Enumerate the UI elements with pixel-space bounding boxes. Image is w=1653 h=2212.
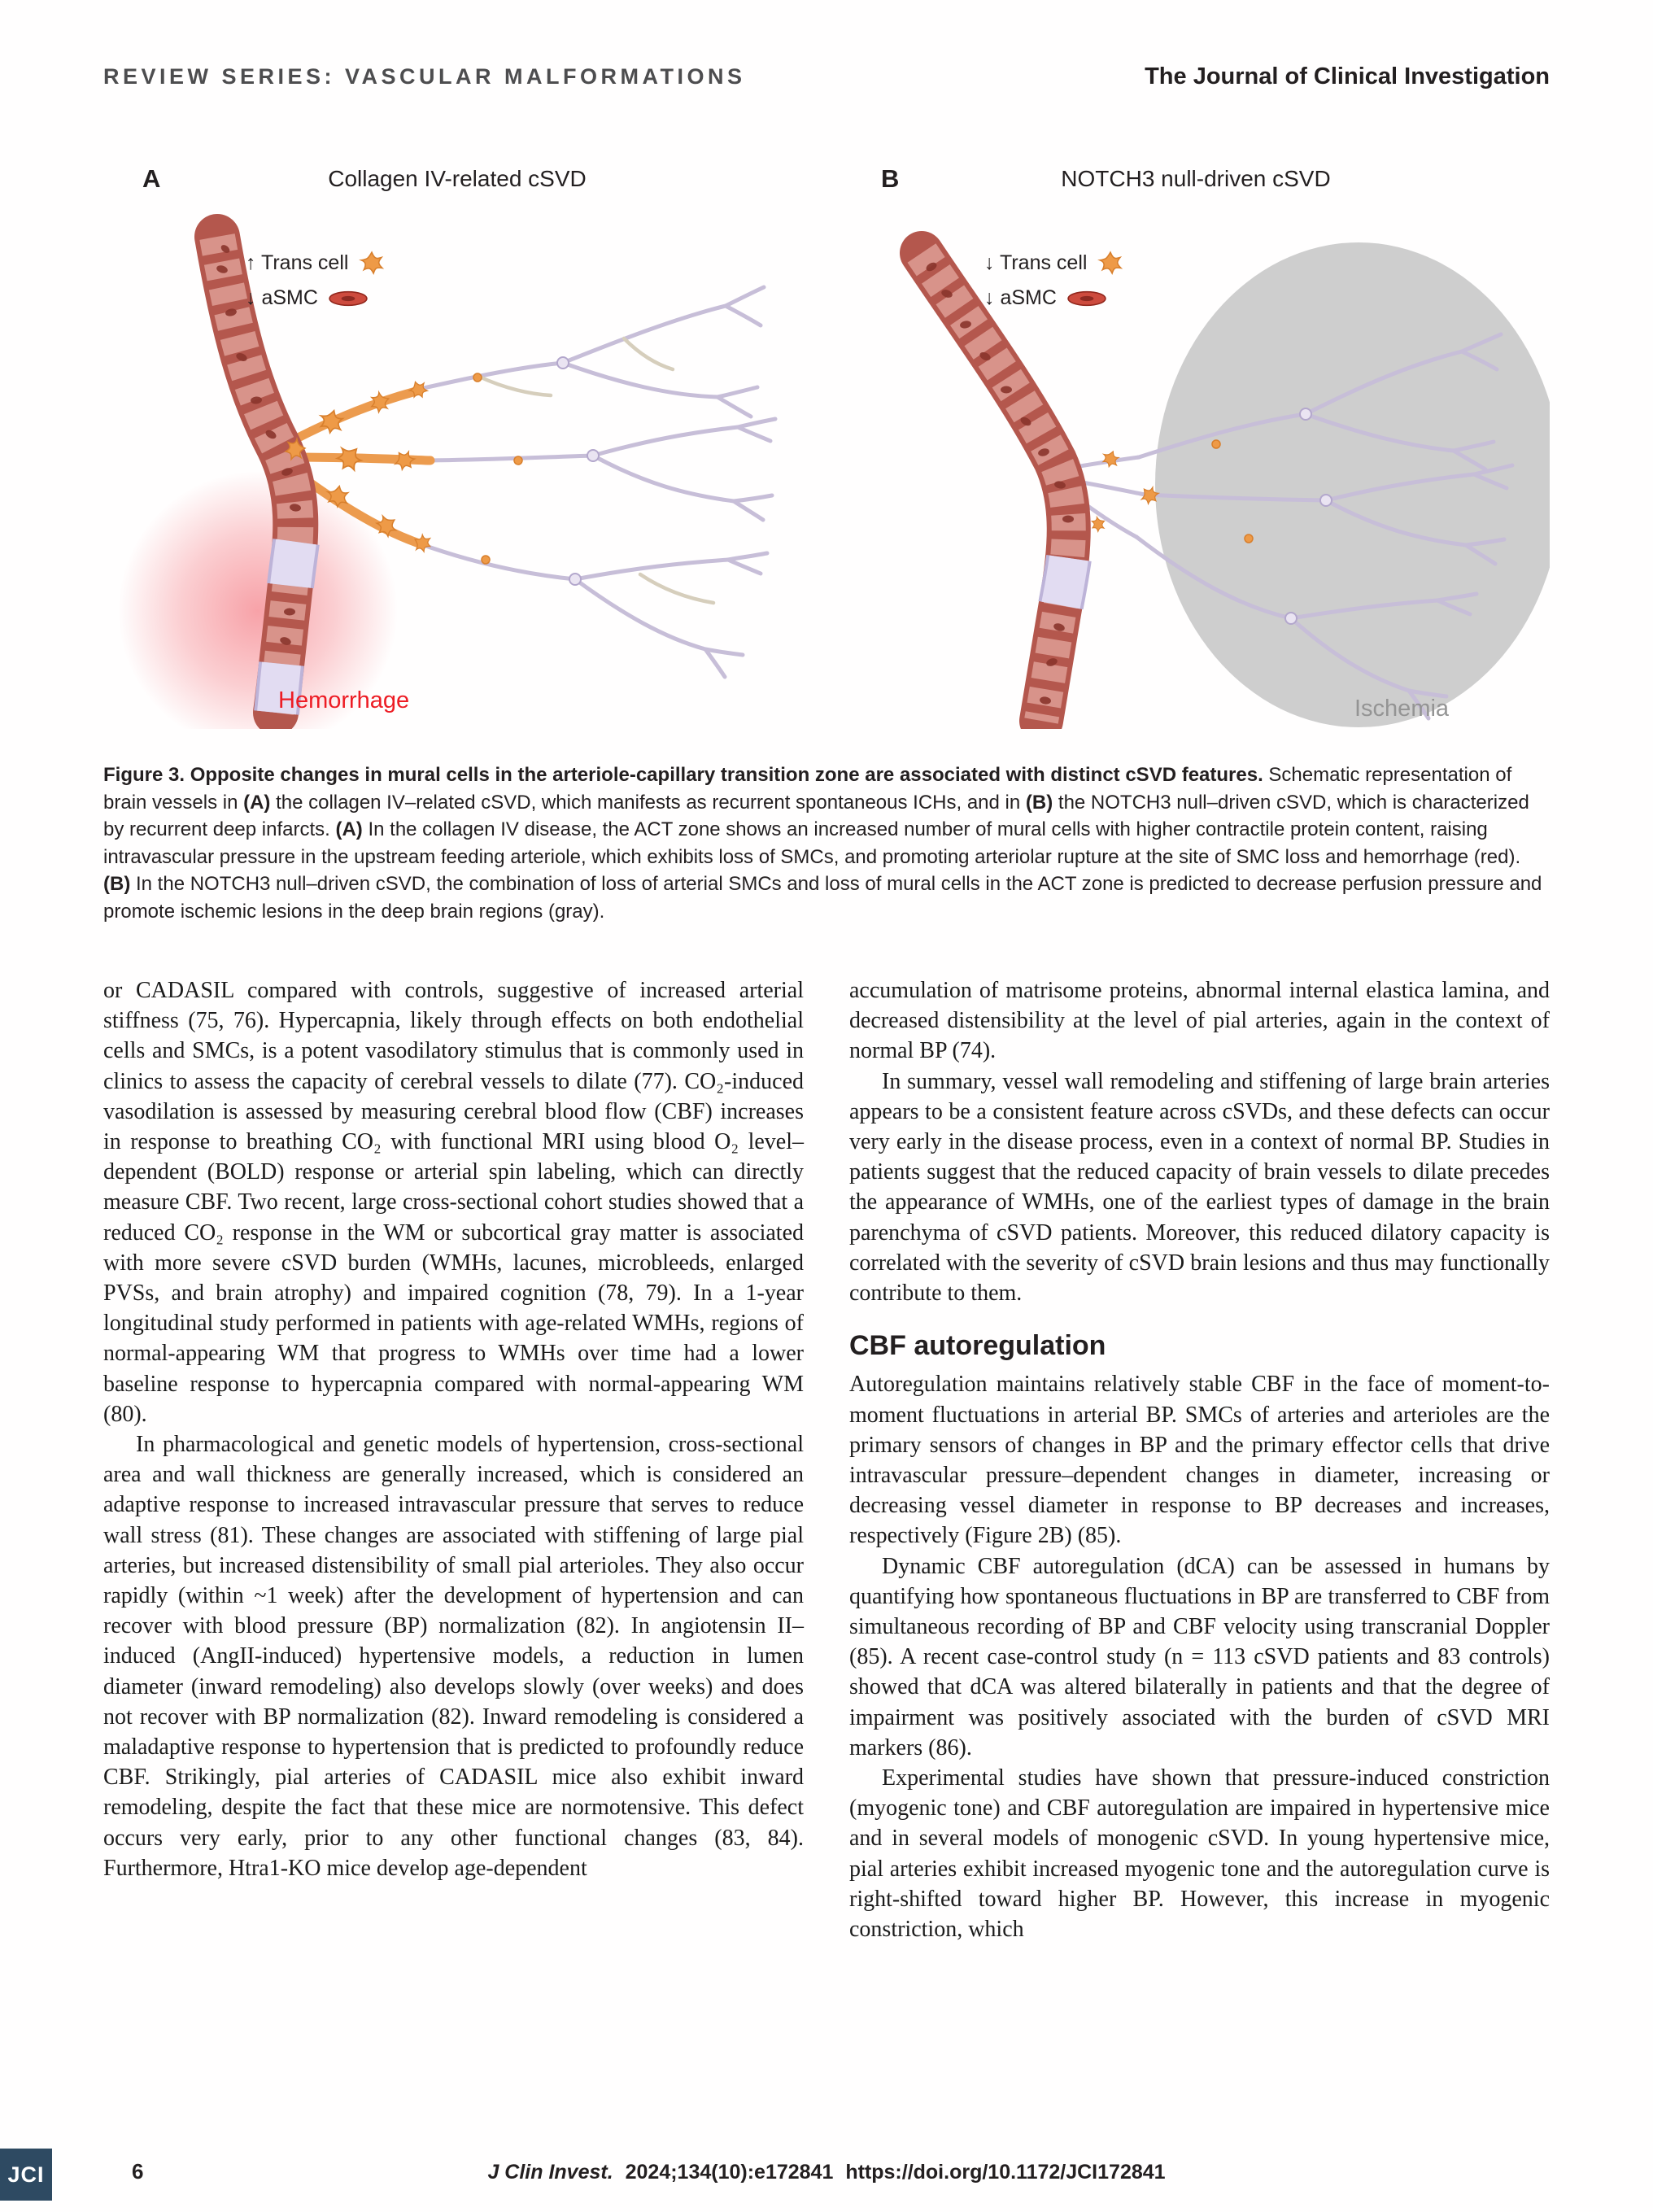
journal-title: The Journal of Clinical Investigation (1145, 63, 1550, 89)
body-paragraph: Experimental studies have shown that pressure-induced constriction (myogenic tone) and CBF autoregulation are impaired in hypertensive mice and in several models of monogenic cSVD. In young hypertensive mice, pial arteries exhibit increased myogenic tone and the autoregulation curve is right-shifted toward higher BP. However, this increase in myogenic constriction, which (849, 1765, 1550, 1943)
figure-panel-a (103, 159, 811, 729)
left-column (103, 975, 804, 1944)
citation-journal: J Clin Invest. (487, 2161, 613, 2184)
legend-item (246, 286, 386, 310)
article-body (103, 975, 1550, 1944)
legend-item (984, 286, 1124, 310)
citation-line (0, 2161, 1653, 2184)
panel-b-title: NOTCH3 null-driven cSVD (1061, 166, 1331, 191)
legend-item (246, 251, 386, 275)
asmc-icon (328, 290, 369, 308)
arteriole (922, 253, 1074, 721)
capillary-junctions (557, 357, 599, 585)
body-paragraph: accumulation of matrisome proteins, abnormal internal elastica lamina, and decreased distensibility at the level of pial arteries, again in the context of normal BP (74). (849, 978, 1550, 1064)
body-paragraph: Autoregulation maintains relatively stable CBF in the face of moment-to-moment fluctuations in arterial BP. SMCs of arteries and arterioles are the primary sensors of changes in BP and the primary effector cells that drive intravascular pressure–dependent changes in diameter, increasing or decreasing vessel diameter in response to BP decreases and increases, respectively (Figure 2B) (85). (849, 1372, 1550, 1549)
legend-label: ↓ aSMC (246, 286, 318, 309)
review-series-label: REVIEW SERIES: VASCULAR MALFORMATIONS (103, 64, 746, 89)
body-paragraph: Dynamic CBF autoregulation (dCA) can be assessed in humans by quantifying how spontaneous fluctuations in BP are transferred to CBF from simultaneous recording of BP and CBF velocity using transcranial Doppler (85). A recent case-control study (n = 113 cSVD patients and 83 controls) showed that dCA was altered bilaterally in patients and that the degree of impairment was positively associated with the burden of cSVD MRI markers (86). (849, 1553, 1550, 1760)
panel-b-label: B (881, 164, 900, 193)
ischemia-region (1155, 242, 1550, 727)
legend-item (984, 251, 1124, 275)
section-heading: CBF autoregulation (849, 1330, 1106, 1362)
asmc-icon (1066, 290, 1107, 308)
citation-ref: 2024;134(10):e172841 (625, 2161, 834, 2184)
legend-label: ↓ aSMC (984, 286, 1057, 309)
panel-b-illustration (842, 159, 1550, 729)
capillary-network (417, 287, 775, 677)
figure-caption: Figure 3. Opposite changes in mural cells in the arteriole-capillary transition zone are associated with distinct cSVD features. Schematic representation of brain vessels in (A) the collagen IV–related cSVD, which manifests as recurrent spontaneous ICHs, and in (B) the NOTCH3 null–driven cSVD, which is characterized by recurrent deep infarcts. (A) In the collagen IV disease, the ACT zone shows an increased number of mural cells with higher contractile protein content, raising intravascular pressure in the upstream feeding arteriole, which exhibits loss of SMCs, and promoting arteriolar rupture at the site of SMC loss and hemorrhage (red). (B) In the NOTCH3 null–driven cSVD, the combination of loss of arterial SMCs and loss of mural cells in the ACT zone is predicted to decrease perfusion pressure and promote ischemic lesions in the deep brain regions (gray). (103, 764, 1542, 923)
trans-cell-icon (1097, 251, 1124, 275)
page-footer (0, 2139, 1653, 2212)
legend-label: ↓ Trans cell (984, 251, 1088, 274)
figure-panels (103, 159, 1550, 729)
ischemia-annotation: Ischemia (1354, 696, 1450, 722)
figure-panel-b (842, 159, 1550, 729)
body-paragraph: In summary, vessel wall remodeling and stiffening of large brain arteries appears to be a consistent feature across cSVDs, and these defects can occur very early in the disease process, even in a context of normal BP. Studies in patients suggest that the reduced capacity of brain vessels to dilate precedes the appearance of WMHs, one of the earliest types of damage in the brain parenchyma of cSVD patients. Moreover, this reduced dilatory capacity is correlated with the severity of cSVD brain lesions and thus may functionally contribute to them. (849, 1068, 1550, 1307)
figure-3 (0, 159, 1653, 925)
hemorrhage-annotation: Hemorrhage (278, 687, 410, 713)
right-column (849, 975, 1550, 1944)
panel-a-label: A (142, 164, 161, 193)
jci-logo-text: JCI (7, 2162, 45, 2187)
panel-a-illustration (103, 159, 811, 729)
panel-a-title: Collagen IV-related cSVD (328, 166, 587, 191)
panel-a-legend (246, 251, 386, 310)
legend-label: ↑ Trans cell (246, 251, 349, 274)
trans-cell-icon (358, 251, 386, 275)
panel-b-legend (984, 251, 1124, 310)
doi-link[interactable]: https://doi.org/10.1172/JCI172841 (845, 2161, 1166, 2184)
page-header (0, 0, 1653, 90)
body-paragraph: In pharmacological and genetic models of hypertension, cross-sectional area and wall thickness are generally increased, which is considered an adaptive response to increased intravascular pressure that serves to reduce wall stress (81). These changes are associated with stiffening of large pial arteries, but increased distensibility of small pial arterioles. They also occur rapidly (within ~1 week) after the development of hypertension and can recover with blood pressure (BP) normalization (82). In angiotensin II–induced (AngII-induced) hypertensive models, a reduction in lumen diameter (inward remodeling) also develops slowly (over weeks) and does not recover with BP normalization (82). Inward remodeling is considered a maladaptive response to hypertension that is predicted to profoundly reduce CBF. Strikingly, pial arteries of CADASIL mice also exhibit inward remodeling, despite the fact that these mice are normotensive. This defect occurs very early, prior to any other functional changes (83, 84). Furthermore, Htra1-KO mice develop age-dependent (103, 1432, 804, 1881)
body-paragraph: or CADASIL compared with controls, suggestive of increased arterial stiffness (75, 76). Hypercapnia, likely through effects on both endothelial cells and SMCs, is a potent vasodilatory stimulus that is commonly used in clinics to assess the capacity of cerebral vessels to dilate (77). CO₂-induced vasodilation is assessed by measuring cerebral blood flow (CBF) increases in response to breathing CO₂ with functional MRI using blood O₂ level–dependent (BOLD) response or arterial spin labeling, which can directly measure CBF. Two recent, large cross-sectional cohort studies showed that a reduced CO₂ response in the WM or subcortical gray matter is associated with more severe cSVD burden (WMHs, lacunes, microbleeds, enlarged PVSs, and brain atrophy) and impaired cognition (78, 79). In a 1-year longitudinal study performed in patients with age-related WMHs, regions of normal-appearing WM that progress to WMHs over time had a lower baseline response to hypercapnia compared with normal-appearing WM (80). (103, 978, 804, 1427)
page-number: 6 (132, 2159, 144, 2184)
